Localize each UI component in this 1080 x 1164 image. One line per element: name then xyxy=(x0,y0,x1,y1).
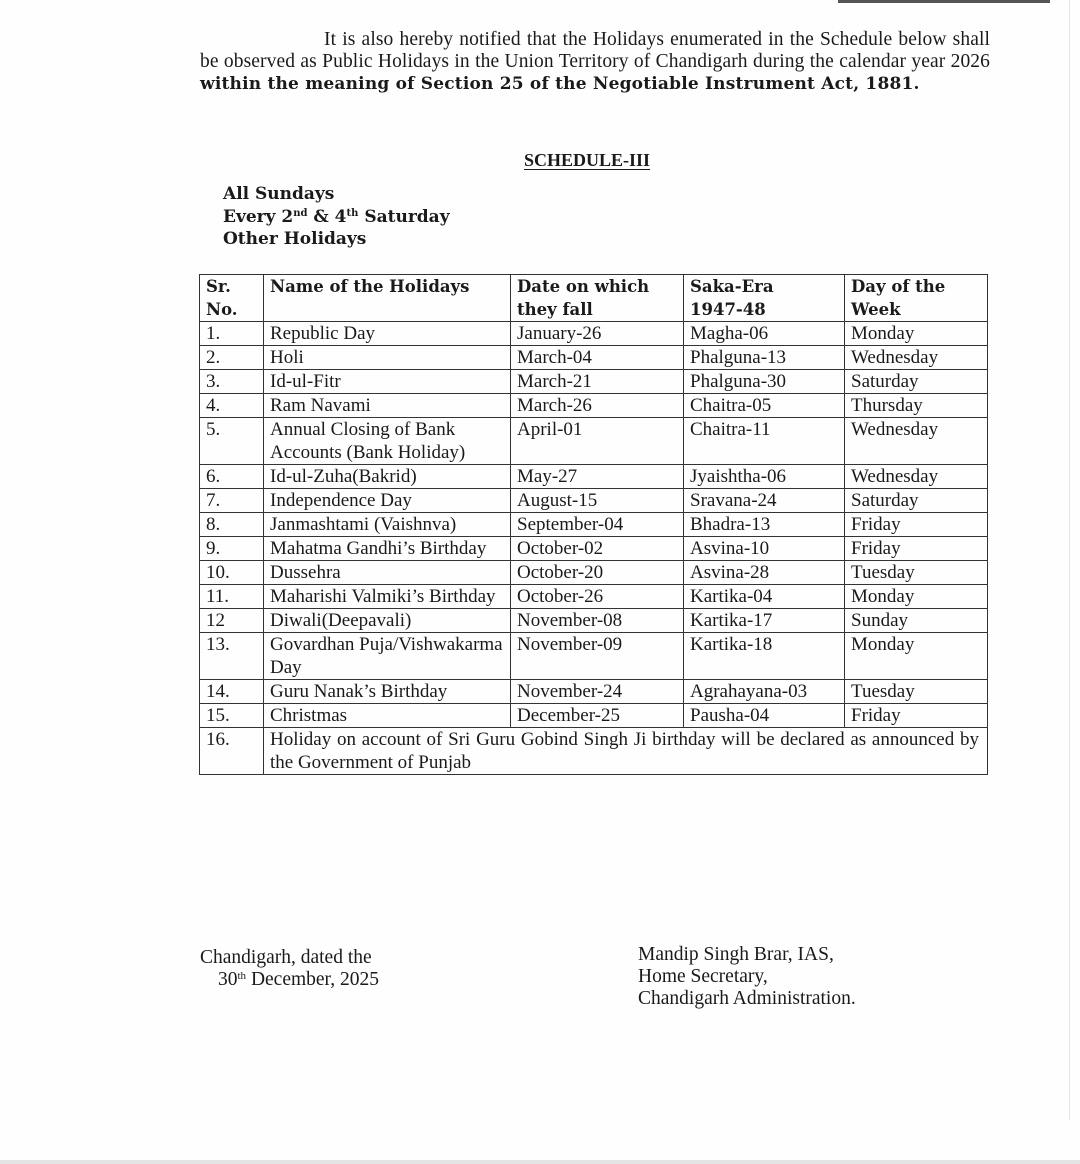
cell-sr-no: 2. xyxy=(200,346,264,370)
cell-sr-no: 5. xyxy=(200,418,264,465)
notification-paragraph xyxy=(200,29,990,95)
cell-saka-era: Jyaishtha-06 xyxy=(684,465,845,489)
cell-sr-no: 8. xyxy=(200,513,264,537)
page-edge-bottom xyxy=(0,1160,1080,1164)
cell-date: November-09 xyxy=(511,633,684,680)
category-sundays: All Sundays xyxy=(223,184,335,204)
table-row xyxy=(200,585,988,609)
cell-day-of-week: Wednesday xyxy=(845,418,988,465)
table-row xyxy=(200,418,988,465)
table-row xyxy=(200,394,988,418)
cell-holiday-name: Mahatma Gandhi’s Birthday xyxy=(264,537,511,561)
cell-date: October-26 xyxy=(511,585,684,609)
cell-holiday-name: Independence Day xyxy=(264,489,511,513)
cell-holiday-name: Dussehra xyxy=(264,561,511,585)
header-date: Date on which they fall xyxy=(511,275,684,322)
header-sr-no: Sr. No. xyxy=(200,275,264,322)
cell-saka-era: Sravana-24 xyxy=(684,489,845,513)
top-edge-rule xyxy=(838,0,1050,3)
signatory-office: Chandigarh Administration. xyxy=(638,988,856,1009)
signatory-designation: Home Secretary, xyxy=(638,966,768,987)
cell-sr-no: 9. xyxy=(200,537,264,561)
cell-day-of-week: Friday xyxy=(845,704,988,728)
intro-text: It is also hereby notified that the Holidays enumerated in the Schedule below shall be observed as Public Holidays in the Union Territory of Chandigarh during the calendar year 2026 xyxy=(200,29,990,72)
cell-holiday-name: Christmas xyxy=(264,704,511,728)
cell-holiday-name: Maharishi Valmiki’s Birthday xyxy=(264,585,511,609)
cell-date: October-02 xyxy=(511,537,684,561)
table-row xyxy=(200,465,988,489)
cell-day-of-week: Thursday xyxy=(845,394,988,418)
holiday-table xyxy=(199,274,988,775)
table-row-note xyxy=(200,728,988,775)
cell-sr-no: 4. xyxy=(200,394,264,418)
table-row xyxy=(200,322,988,346)
cell-holiday-name: Diwali(Deepavali) xyxy=(264,609,511,633)
table-row xyxy=(200,346,988,370)
table-row xyxy=(200,609,988,633)
table-row xyxy=(200,537,988,561)
cell-day-of-week: Saturday xyxy=(845,370,988,394)
cell-sr-no: 13. xyxy=(200,633,264,680)
holiday-categories xyxy=(223,183,450,251)
cell-sr-no: 3. xyxy=(200,370,264,394)
cell-saka-era: Chaitra-05 xyxy=(684,394,845,418)
header-holiday-name: Name of the Holidays xyxy=(264,275,511,322)
cell-saka-era: Chaitra-11 xyxy=(684,418,845,465)
table-row xyxy=(200,370,988,394)
cell-day-of-week: Friday xyxy=(845,537,988,561)
cell-day-of-week: Tuesday xyxy=(845,680,988,704)
cell-date: March-21 xyxy=(511,370,684,394)
cell-saka-era: Agrahayana-03 xyxy=(684,680,845,704)
place-line: Chandigarh, dated the xyxy=(200,947,372,968)
schedule-title: SCHEDULE-III xyxy=(524,150,651,170)
cell-date: September-04 xyxy=(511,513,684,537)
cell-holiday-name: Guru Nanak’s Birthday xyxy=(264,680,511,704)
cell-day-of-week: Friday xyxy=(845,513,988,537)
cell-sr-no: 12 xyxy=(200,609,264,633)
cell-day-of-week: Monday xyxy=(845,322,988,346)
intro-legal-reference: within the meaning of Section 25 of the Negotiable Instrument Act, 1881. xyxy=(200,74,920,94)
cell-saka-era: Asvina-28 xyxy=(684,561,845,585)
cell-saka-era: Phalguna-13 xyxy=(684,346,845,370)
cell-date: March-26 xyxy=(511,394,684,418)
cell-sr-no: 7. xyxy=(200,489,264,513)
cell-date: November-24 xyxy=(511,680,684,704)
cell-saka-era: Pausha-04 xyxy=(684,704,845,728)
cell-holiday-name: Id-ul-Fitr xyxy=(264,370,511,394)
cell-saka-era: Kartika-17 xyxy=(684,609,845,633)
table-row xyxy=(200,680,988,704)
cell-date: May-27 xyxy=(511,465,684,489)
cell-date: December-25 xyxy=(511,704,684,728)
cell-date: April-01 xyxy=(511,418,684,465)
cell-date: October-20 xyxy=(511,561,684,585)
cell-sr-no: 16. xyxy=(200,728,264,775)
table-body xyxy=(200,322,988,775)
cell-date: August-15 xyxy=(511,489,684,513)
cell-saka-era: Kartika-18 xyxy=(684,633,845,680)
cell-saka-era: Asvina-10 xyxy=(684,537,845,561)
signatory-name: Mandip Singh Brar, IAS, xyxy=(638,944,834,965)
cell-day-of-week: Tuesday xyxy=(845,561,988,585)
cell-saka-era: Phalguna-30 xyxy=(684,370,845,394)
category-saturdays: Every 2nd & 4th Saturday xyxy=(223,206,450,227)
cell-date: January-26 xyxy=(511,322,684,346)
table-row xyxy=(200,561,988,585)
cell-date: March-04 xyxy=(511,346,684,370)
header-saka-era: Saka-Era 1947-48 xyxy=(684,275,845,322)
cell-sr-no: 10. xyxy=(200,561,264,585)
cell-holiday-name: Republic Day xyxy=(264,322,511,346)
cell-saka-era: Kartika-04 xyxy=(684,585,845,609)
cell-holiday-name: Annual Closing of Bank Accounts (Bank Holiday) xyxy=(264,418,511,465)
page-edge-right xyxy=(1069,0,1070,1120)
place-and-date xyxy=(200,947,379,991)
cell-day-of-week: Wednesday xyxy=(845,346,988,370)
cell-day-of-week: Monday xyxy=(845,585,988,609)
cell-holiday-name: Holi xyxy=(264,346,511,370)
table-row xyxy=(200,513,988,537)
cell-sr-no: 6. xyxy=(200,465,264,489)
cell-sr-no: 1. xyxy=(200,322,264,346)
table-row xyxy=(200,489,988,513)
cell-sr-no: 11. xyxy=(200,585,264,609)
cell-holiday-name: Janmashtami (Vaishnva) xyxy=(264,513,511,537)
table-row xyxy=(200,633,988,680)
cell-saka-era: Magha-06 xyxy=(684,322,845,346)
cell-sr-no: 14. xyxy=(200,680,264,704)
cell-sr-no: 15. xyxy=(200,704,264,728)
cell-day-of-week: Saturday xyxy=(845,489,988,513)
table-header-row xyxy=(200,275,988,322)
category-other: Other Holidays xyxy=(223,229,367,249)
cell-holiday-name: Ram Navami xyxy=(264,394,511,418)
table-row xyxy=(200,704,988,728)
cell-day-of-week: Wednesday xyxy=(845,465,988,489)
cell-note-text: Holiday on account of Sri Guru Gobind Singh Ji birthday will be declared as announced by the Government of Punjab xyxy=(264,728,988,775)
cell-saka-era: Bhadra-13 xyxy=(684,513,845,537)
cell-day-of-week: Sunday xyxy=(845,609,988,633)
cell-holiday-name: Govardhan Puja/Vishwakarma Day xyxy=(264,633,511,680)
signatory-block xyxy=(638,944,856,1010)
date-line: 30th December, 2025 xyxy=(218,969,380,990)
header-day-of-week: Day of the Week xyxy=(845,275,988,322)
cell-day-of-week: Monday xyxy=(845,633,988,680)
cell-date: November-08 xyxy=(511,609,684,633)
cell-holiday-name: Id-ul-Zuha(Bakrid) xyxy=(264,465,511,489)
